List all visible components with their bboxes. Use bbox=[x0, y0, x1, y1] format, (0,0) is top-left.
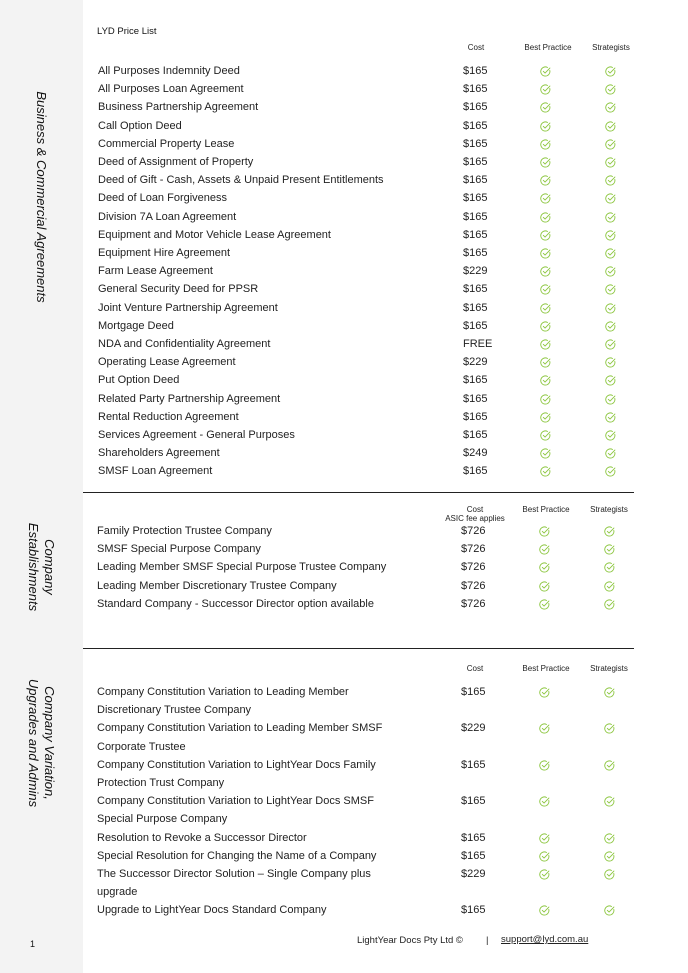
check-circle-icon bbox=[539, 687, 550, 698]
price: $165 bbox=[461, 831, 486, 844]
price: $165 bbox=[463, 228, 488, 241]
check-circle-icon bbox=[604, 760, 615, 771]
section-label-line: Upgrades and Admins bbox=[26, 678, 41, 808]
document-name: Farm Lease Agreement bbox=[98, 265, 213, 278]
document-name: Leading Member SMSF Special Purpose Trustee Company bbox=[97, 561, 387, 574]
document-name: Corporate Trustee bbox=[97, 740, 186, 753]
check-circle-icon bbox=[605, 394, 616, 405]
price-row bbox=[98, 62, 619, 80]
check-circle-icon bbox=[540, 212, 551, 223]
price: $229 bbox=[461, 722, 486, 735]
document-name: Rental Reduction Agreement bbox=[98, 410, 239, 423]
price: $726 bbox=[461, 597, 486, 610]
price: $249 bbox=[463, 447, 488, 460]
price: $165 bbox=[463, 83, 488, 96]
section-divider bbox=[83, 492, 634, 493]
document-name: Discretionary Trustee Company bbox=[97, 704, 252, 717]
check-circle-icon bbox=[540, 157, 551, 168]
support-email-link[interactable]: support@lyd.com.au bbox=[501, 934, 589, 945]
price-row bbox=[98, 135, 619, 153]
price-row bbox=[98, 208, 619, 226]
check-circle-icon bbox=[605, 139, 616, 150]
document-name: The Successor Director Solution – Single Company plus bbox=[97, 868, 371, 880]
footer-company: LightYear Docs Pty Ltd © bbox=[357, 935, 463, 946]
price-row bbox=[97, 577, 618, 595]
check-circle-icon bbox=[604, 526, 615, 537]
section-label bbox=[33, 91, 49, 302]
check-circle-icon bbox=[605, 193, 616, 204]
price: $165 bbox=[463, 465, 488, 478]
price-row bbox=[97, 901, 618, 919]
check-circle-icon bbox=[539, 599, 550, 610]
price-row bbox=[98, 98, 619, 116]
check-circle-icon bbox=[605, 175, 616, 186]
check-circle-icon bbox=[540, 175, 551, 186]
check-circle-icon bbox=[539, 851, 550, 862]
price: $165 bbox=[461, 686, 486, 698]
check-circle-icon bbox=[539, 723, 550, 734]
price-row bbox=[97, 756, 618, 792]
price-row bbox=[98, 280, 619, 298]
check-circle-icon bbox=[540, 375, 551, 386]
document-name: Special Resolution for Changing the Name of a Company bbox=[97, 849, 377, 862]
check-circle-icon bbox=[540, 357, 551, 368]
check-circle-icon bbox=[605, 121, 616, 132]
check-circle-icon bbox=[605, 266, 616, 277]
check-circle-icon bbox=[540, 448, 551, 459]
document-name: Mortgage Deed bbox=[98, 319, 174, 332]
price-row bbox=[98, 317, 619, 335]
document-name: Deed of Gift - Cash, Assets & Unpaid Present Entitlements bbox=[98, 174, 384, 187]
cost-header: Cost bbox=[466, 664, 484, 673]
check-circle-icon bbox=[539, 562, 550, 573]
price: $165 bbox=[463, 174, 488, 187]
document-name: Company Constitution Variation to Leading Member bbox=[97, 686, 349, 698]
footer-separator: | bbox=[486, 935, 489, 946]
price-row bbox=[97, 595, 618, 613]
price: $229 bbox=[461, 868, 486, 880]
strategists-header: Strategists bbox=[592, 43, 630, 52]
section-label-line: Business & Commercial Agreements bbox=[34, 91, 49, 303]
price: $165 bbox=[461, 904, 486, 917]
document-name: Equipment Hire Agreement bbox=[98, 247, 231, 259]
price: $165 bbox=[463, 101, 488, 114]
check-circle-icon bbox=[540, 102, 551, 113]
check-circle-icon bbox=[539, 905, 550, 916]
check-circle-icon bbox=[540, 321, 551, 332]
check-circle-icon bbox=[605, 157, 616, 168]
check-circle-icon bbox=[539, 544, 550, 555]
price: $229 bbox=[463, 265, 488, 278]
document-name: SMSF Special Purpose Company bbox=[97, 543, 261, 556]
check-circle-icon bbox=[605, 412, 616, 423]
check-circle-icon bbox=[540, 339, 551, 350]
document-name: upgrade bbox=[97, 886, 138, 899]
price: $165 bbox=[463, 410, 488, 423]
document-name: Special Purpose Company bbox=[97, 813, 228, 826]
price: $165 bbox=[463, 319, 488, 332]
document-name: Leading Member Discretionary Trustee Company bbox=[97, 579, 337, 592]
document-name: Joint Venture Partnership Agreement bbox=[98, 301, 278, 314]
price-row bbox=[98, 226, 619, 244]
document-name: Operating Lease Agreement bbox=[98, 356, 236, 369]
document-name: Related Party Partnership Agreement bbox=[98, 392, 281, 405]
check-circle-icon bbox=[539, 581, 550, 592]
check-circle-icon bbox=[605, 303, 616, 314]
check-circle-icon bbox=[604, 599, 615, 610]
price-row bbox=[97, 847, 618, 865]
check-circle-icon bbox=[540, 139, 551, 150]
strategists-header: Strategists bbox=[590, 664, 628, 673]
check-circle-icon bbox=[605, 284, 616, 295]
document-name: Resolution to Revoke a Successor Director bbox=[97, 831, 307, 844]
price: $165 bbox=[461, 758, 486, 771]
section-divider bbox=[83, 648, 634, 649]
price-row bbox=[98, 408, 619, 426]
check-circle-icon bbox=[605, 339, 616, 350]
check-circle-icon bbox=[540, 394, 551, 405]
price-row bbox=[97, 558, 618, 576]
document-name: Shareholders Agreement bbox=[98, 447, 220, 460]
check-circle-icon bbox=[540, 66, 551, 77]
check-circle-icon bbox=[605, 102, 616, 113]
price: $165 bbox=[463, 301, 488, 314]
price: $165 bbox=[463, 283, 488, 296]
document-name: All Purposes Loan Agreement bbox=[98, 83, 244, 96]
cost-note: ASIC fee applies bbox=[445, 514, 505, 523]
document-title: LYD Price List bbox=[97, 26, 157, 37]
price: $165 bbox=[463, 192, 488, 205]
price: $165 bbox=[461, 849, 486, 862]
check-circle-icon bbox=[605, 448, 616, 459]
price-row bbox=[97, 522, 618, 540]
price: $165 bbox=[461, 795, 486, 808]
price-row bbox=[98, 262, 619, 280]
check-circle-icon bbox=[605, 430, 616, 441]
check-circle-icon bbox=[604, 796, 615, 807]
document-name: General Security Deed for PPSR bbox=[98, 283, 259, 296]
price: $726 bbox=[461, 525, 486, 537]
check-circle-icon bbox=[604, 905, 615, 916]
price-row bbox=[98, 444, 619, 462]
check-circle-icon bbox=[605, 321, 616, 332]
price-row bbox=[97, 540, 618, 558]
document-name: Deed of Loan Forgiveness bbox=[98, 192, 228, 205]
price-row bbox=[97, 719, 618, 755]
price-row bbox=[97, 792, 618, 828]
document-name: Business Partnership Agreement bbox=[98, 101, 259, 114]
check-circle-icon bbox=[604, 851, 615, 862]
price-row bbox=[98, 371, 619, 389]
best-practice-header: Best Practice bbox=[522, 505, 570, 514]
check-circle-icon bbox=[540, 121, 551, 132]
price: $726 bbox=[461, 561, 486, 574]
price: $165 bbox=[463, 65, 488, 77]
document-name: NDA and Confidentiality Agreement bbox=[98, 338, 271, 350]
check-circle-icon bbox=[604, 687, 615, 698]
document-name: SMSF Loan Agreement bbox=[98, 465, 213, 478]
check-circle-icon bbox=[540, 430, 551, 441]
price-row bbox=[97, 683, 618, 719]
check-circle-icon bbox=[540, 303, 551, 314]
cost-header: Cost bbox=[467, 43, 485, 52]
document-name: Equipment and Motor Vehicle Lease Agreement bbox=[98, 228, 331, 241]
check-circle-icon bbox=[540, 466, 551, 477]
check-circle-icon bbox=[539, 833, 550, 844]
document-name: Put Option Deed bbox=[98, 374, 180, 387]
document-name: Family Protection Trustee Company bbox=[97, 525, 272, 537]
price-row bbox=[98, 171, 619, 189]
document-name: All Purposes Indemnity Deed bbox=[98, 65, 240, 77]
check-circle-icon bbox=[604, 544, 615, 555]
cost-header: Cost bbox=[466, 505, 484, 514]
section-label bbox=[25, 523, 57, 611]
check-circle-icon bbox=[540, 412, 551, 423]
document-name: Company Constitution Variation to LightYear Docs SMSF bbox=[97, 795, 374, 808]
check-circle-icon bbox=[539, 796, 550, 807]
price: $165 bbox=[463, 374, 488, 387]
price: $165 bbox=[463, 392, 488, 405]
price-row bbox=[98, 189, 619, 207]
check-circle-icon bbox=[604, 581, 615, 592]
document-name: Call Option Deed bbox=[98, 119, 182, 132]
price-row bbox=[98, 117, 619, 135]
document-name: Company Constitution Variation to LightYear Docs Family bbox=[97, 758, 376, 771]
check-circle-icon bbox=[540, 284, 551, 295]
price-row bbox=[98, 80, 619, 98]
price-row bbox=[98, 299, 619, 317]
check-circle-icon bbox=[540, 193, 551, 204]
check-circle-icon bbox=[605, 357, 616, 368]
check-circle-icon bbox=[540, 230, 551, 241]
check-circle-icon bbox=[605, 375, 616, 386]
check-circle-icon bbox=[605, 212, 616, 223]
section-label-line: Company Variation, bbox=[42, 686, 57, 800]
price: $165 bbox=[463, 119, 488, 132]
section-label-line: Company bbox=[42, 539, 57, 595]
page-number: 1 bbox=[30, 939, 36, 949]
document-name: Commercial Property Lease bbox=[98, 137, 235, 150]
document-name: Deed of Assignment of Property bbox=[98, 156, 254, 168]
check-circle-icon bbox=[604, 869, 615, 880]
check-circle-icon bbox=[539, 869, 550, 880]
price-row bbox=[97, 829, 618, 847]
price: $165 bbox=[463, 156, 488, 168]
strategists-header: Strategists bbox=[590, 505, 628, 514]
check-circle-icon bbox=[539, 760, 550, 771]
price-row bbox=[98, 426, 619, 444]
document-name: Services Agreement - General Purposes bbox=[98, 429, 295, 441]
document-name: Upgrade to LightYear Docs Standard Company bbox=[97, 904, 327, 917]
document-name: Company Constitution Variation to Leading Member SMSF bbox=[97, 722, 383, 735]
price: $165 bbox=[463, 210, 488, 223]
price: $165 bbox=[463, 429, 488, 441]
price: $726 bbox=[461, 579, 486, 592]
price-row bbox=[98, 153, 619, 171]
check-circle-icon bbox=[605, 248, 616, 259]
price-row bbox=[97, 865, 618, 901]
price: $165 bbox=[463, 247, 488, 259]
best-practice-header: Best Practice bbox=[524, 43, 572, 52]
check-circle-icon bbox=[605, 466, 616, 477]
price: $229 bbox=[463, 356, 488, 369]
check-circle-icon bbox=[604, 833, 615, 844]
document-name: Standard Company - Successor Director option available bbox=[97, 597, 374, 610]
check-circle-icon bbox=[540, 248, 551, 259]
price-row bbox=[98, 335, 619, 353]
document-name: Division 7A Loan Agreement bbox=[98, 210, 237, 223]
price: $165 bbox=[463, 137, 488, 150]
price-row bbox=[98, 244, 619, 262]
check-circle-icon bbox=[605, 84, 616, 95]
check-circle-icon bbox=[540, 84, 551, 95]
check-circle-icon bbox=[604, 723, 615, 734]
price: FREE bbox=[463, 338, 493, 350]
check-circle-icon bbox=[539, 526, 550, 537]
check-circle-icon bbox=[604, 562, 615, 573]
best-practice-header: Best Practice bbox=[522, 664, 570, 673]
price: $726 bbox=[461, 543, 486, 556]
check-circle-icon bbox=[605, 230, 616, 241]
section-label-line: Establishments bbox=[26, 522, 41, 612]
price-row bbox=[98, 353, 619, 371]
price-row bbox=[98, 462, 619, 480]
check-circle-icon bbox=[605, 66, 616, 77]
section-label bbox=[25, 679, 57, 807]
check-circle-icon bbox=[540, 266, 551, 277]
price-row bbox=[98, 390, 619, 408]
document-name: Protection Trust Company bbox=[97, 776, 225, 789]
